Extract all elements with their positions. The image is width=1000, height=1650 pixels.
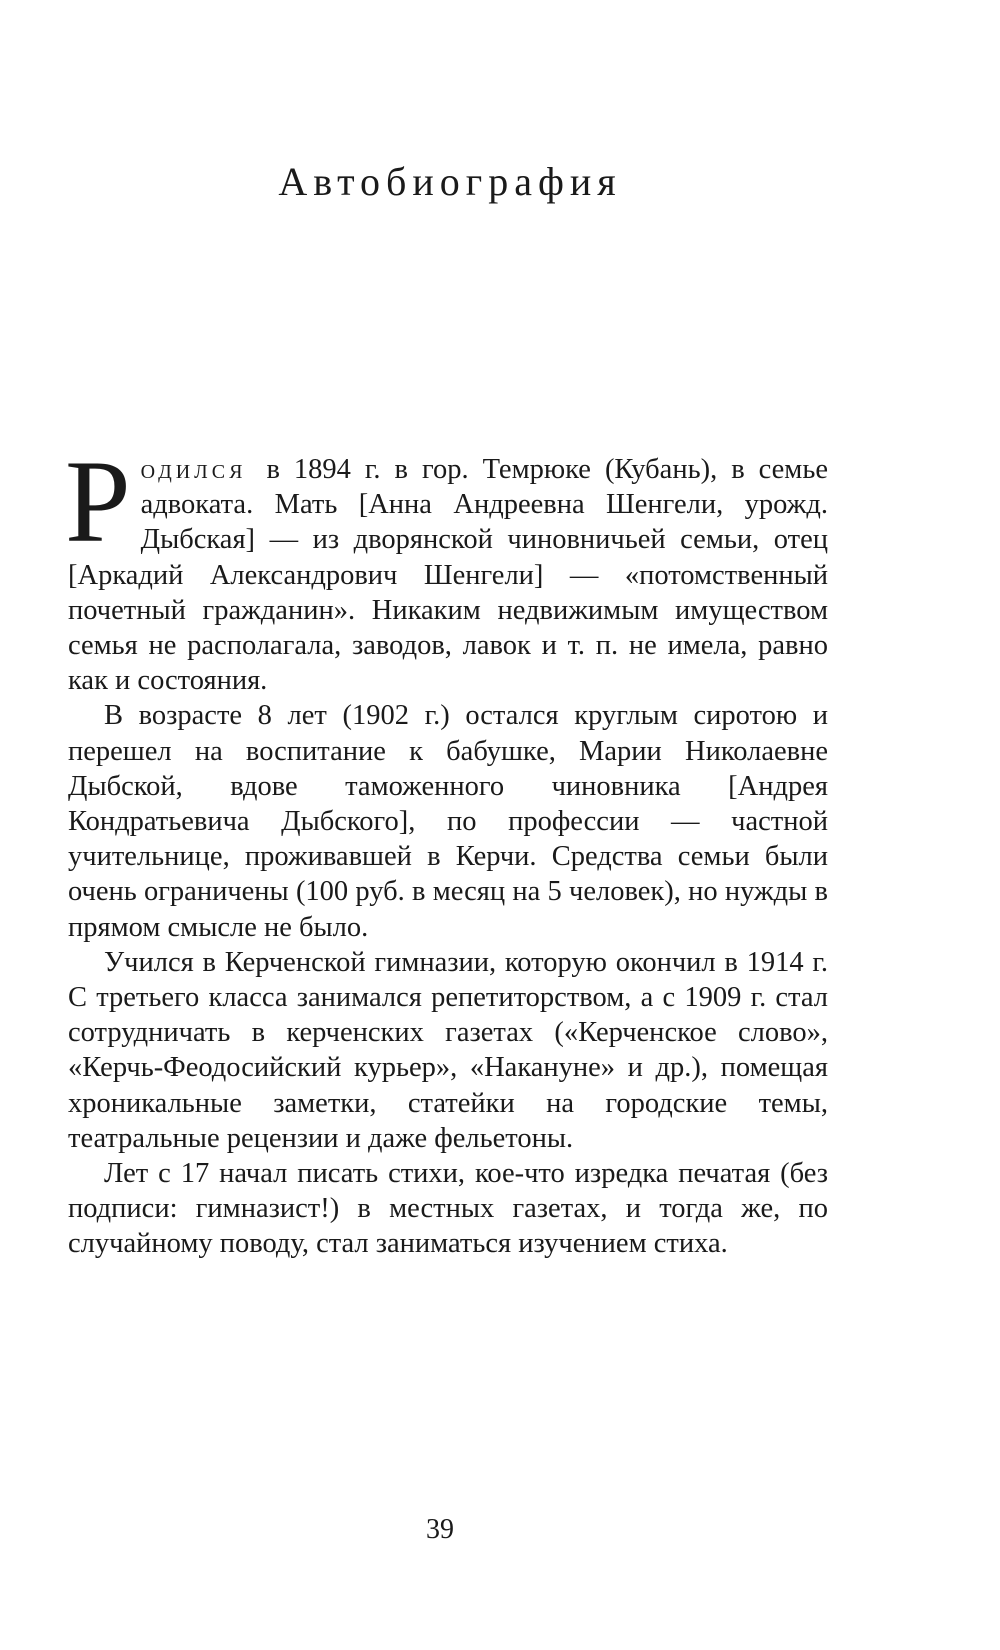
lead-word: одился [140, 454, 247, 485]
paragraph-1-text: в 1894 г. в гор. Темрюке (Кубань), в семье адвоката. Мать [Анна Андреевна Шенгели, урожд. Дыбская] — из дворянской чиновничьей семьи, отец [Аркадий Александрович Шенгели] — «потомственный почетный гражданин». Никаким недвижимым имуществом семья не располагала, заводов, лавок и т. п. не имела, равно как и состояния. [68, 454, 828, 697]
paragraph-3: Учился в Керченской гимназии, которую окончил в 1914 г. С третьего класса занимался репетиторством, а с 1909 г. стал сотрудничать в керченских газетах («Керченское слово», «Керчь-Феодосийский курьер», «Накануне» и др.), помещая хроникальные заметки, статейки на городские темы, театральные рецензии и даже фельетоны. [68, 946, 828, 1154]
drop-cap: Р [65, 436, 131, 567]
paragraph-1 [65, 436, 828, 698]
page-title: Автобиография [278, 159, 622, 204]
body-text [65, 436, 828, 1262]
paragraph-2: В возрасте 8 лет (1902 г.) остался круглым сиротою и перешел на воспитание к бабушке, Марии Николаевне Дыбской, вдове таможенного чиновника [Андрея Кондратьевича Дыбского], по профессии — частной учительнице, проживавшей в Керчи. Средства семьи были очень ограничены (100 руб. в месяц на 5 человек), но нужды в прямом смысле не было. [68, 700, 828, 943]
page-number: 39 [426, 1514, 454, 1545]
paragraph-4: Лет с 17 начал писать стихи, кое-что изредка печатая (без подписи: гимназист!) в местных газетах, и тогда же, по случайному поводу, стал заниматься изучением стиха. [68, 1158, 828, 1260]
